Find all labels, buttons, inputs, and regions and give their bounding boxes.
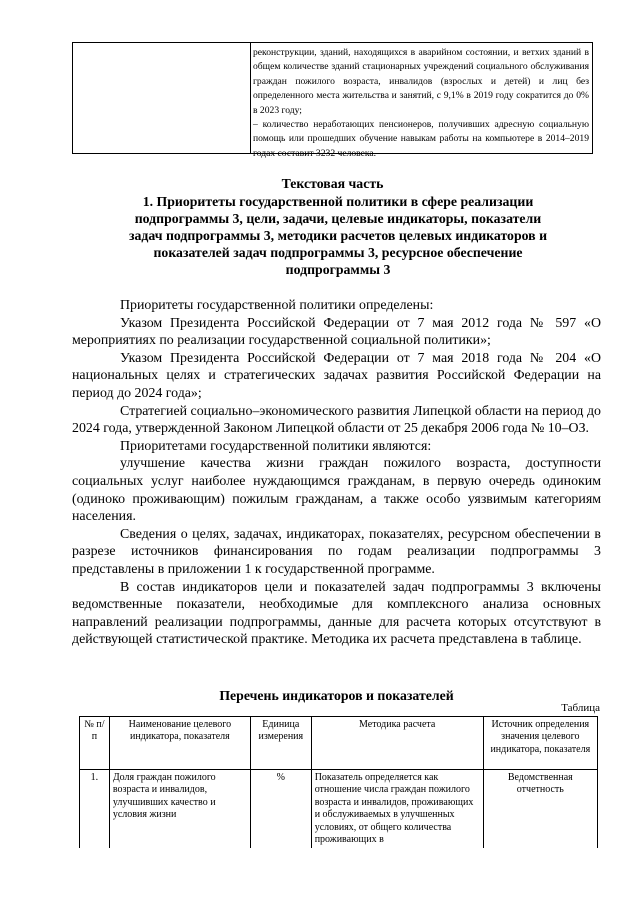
paragraph: улучшение качества жизни граждан пожилого возраста, доступности социальных услуг наиболее нуждающимся гражданам, в первую очередь одиноким (одиноко проживающим) пожилым гражданам, а также особо уязвимым категориям населения. <box>72 456 601 525</box>
cell-name: Доля граждан пожилого возраста и инвалидов, улучшивших качество и условия жизни <box>109 770 250 849</box>
header-cell-unit: Единица измерения <box>250 717 311 770</box>
table-column-divider <box>250 43 251 153</box>
paragraph: Указом Президента Российской Федерации от 7 мая 2012 года № 597 «О мероприятиях по реализации государственной социальной политики»; <box>72 315 601 349</box>
paragraph: Приоритетами государственной политики являются: <box>120 438 432 454</box>
header-cell-method: Методика расчета <box>311 717 483 770</box>
paragraph: Указом Президента Российской Федерации от 7 мая 2018 года № 204 «О национальных целях и стратегических задачах развития Российской Федерации на период до 2024 года»; <box>72 350 601 401</box>
cell-method: Показатель определяется как отношение числа граждан пожилого возраста и инвалидов, проживающих и обслуживаемых в улучшенных условиях, от общего количества проживающих в <box>311 770 483 849</box>
table-label: Таблица <box>561 702 600 714</box>
paragraph: Стратегией социально–экономического развития Липецкой области на период до 2024 года, утвержденной Законом Липецкой области от 25 декабря 2006 года № 10–ОЗ. <box>72 403 601 437</box>
paragraph: Сведения о целях, задачах, индикаторах, показателях, ресурсном обеспечении в разрезе источников финансирования по годам реализации подпрограммы 3 представлены в приложении 1 к государственной программе. <box>72 526 601 577</box>
table-cell-text: реконструкции, зданий, находящихся в аварийном состоянии, и ветхих зданий в общем количестве зданий стационарных учреждений социального обслуживания граждан пожилого возраста, инвалидов (взрослых и детей) и лиц без определенного места жительства и занятий, с 9,1% в 2019 году сократится до 0% в 2023 году; – количество неработающих пенсионеров, получивших адресную социальную помощь или прошедших обучение навыкам работы на компьютере в 2014–2019 годах составит 3232 человека. <box>253 47 589 159</box>
cell-unit: % <box>250 770 311 849</box>
header-cell-number: № п/п <box>80 717 110 770</box>
section-heading: 1. Приоритеты государственной политики в сфере реализации подпрограммы 3, цели, задачи, целевые индикаторы, показатели задач подпрограммы 3, методики расчетов целевых индикаторов и показателей задач подпрограммы 3, ресурсное обеспечение подпрограммы 3 <box>128 194 548 277</box>
paragraph: В состав индикаторов цели и показателей задач подпрограммы 3 включены ведомственные показатели, необходимые для комплексного анализа основных направлений реализации подпрограммы, данные для расчета которых отсутствуют в действующей статистической практике. Методика их расчета представлена в таблице. <box>72 579 601 648</box>
indicators-table <box>79 716 598 848</box>
header-cell-source: Источник определения значения целевого индикатора, показателя <box>483 717 597 770</box>
indicators-title: Перечень индикаторов и показателей <box>219 688 454 703</box>
header-cell-name: Наименование целевого индикатора, показателя <box>109 717 250 770</box>
paragraph: Приоритеты государственной политики определены: <box>120 298 434 313</box>
continuation-table <box>72 42 593 159</box>
body-text <box>72 297 601 649</box>
table-header-row <box>80 717 598 770</box>
cell-number: 1. <box>80 770 110 849</box>
section-title: Текстовая часть <box>281 176 384 191</box>
cell-source: Ведомственная отчетность <box>483 770 597 849</box>
table-row <box>80 770 598 849</box>
